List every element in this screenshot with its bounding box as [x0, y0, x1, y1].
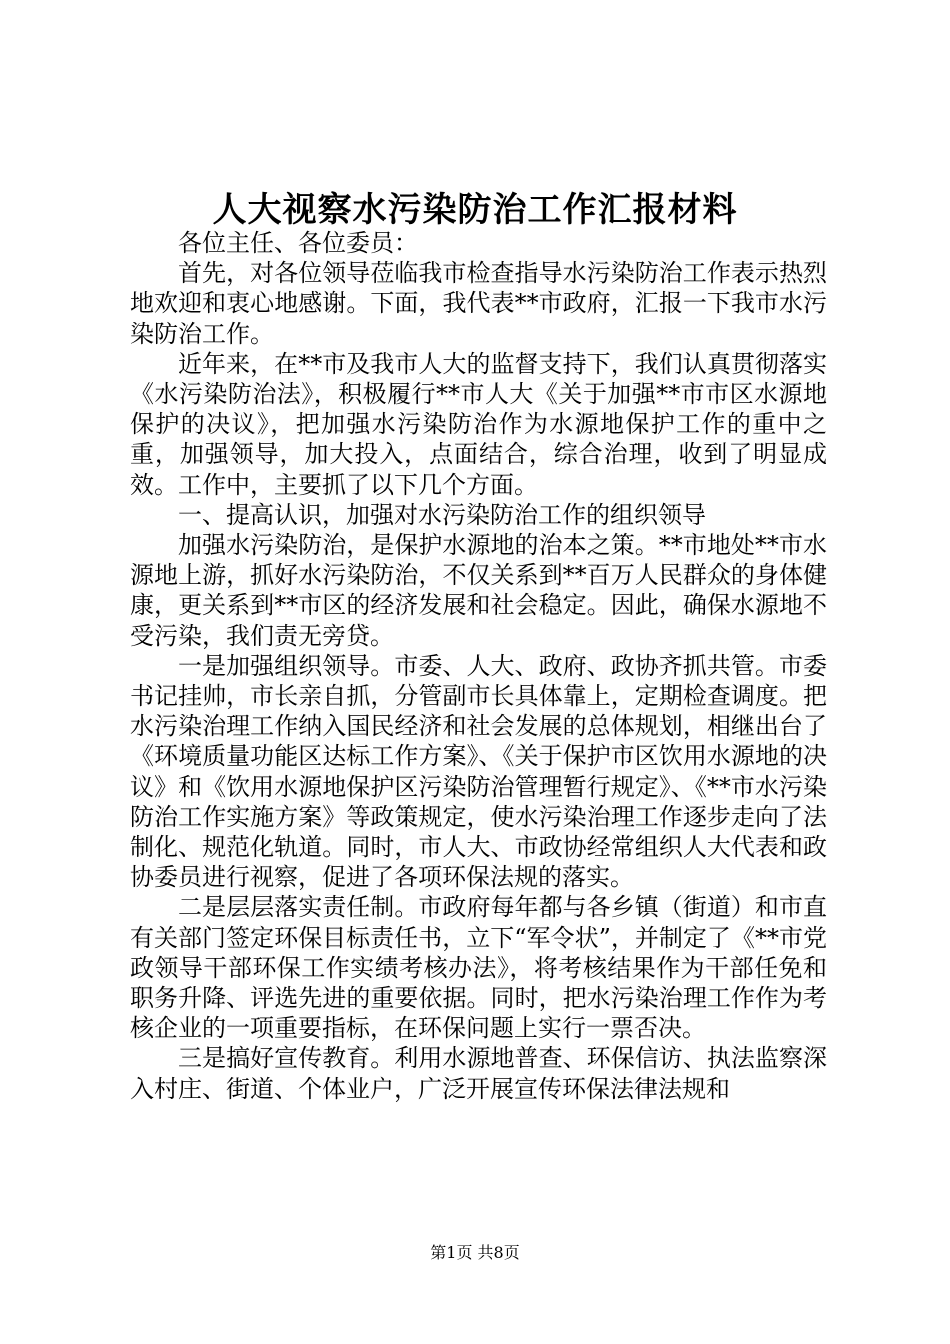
document-body	[130, 228, 827, 1104]
point-3-paragraph: 三是搞好宣传教育。利用水源地普查、环保信访、执法监察深入村庄、街道、个体业户，广泛开展宣传环保法律法规和	[130, 1044, 827, 1103]
section-1-intro-paragraph: 加强水污染防治，是保护水源地的治本之策。**市地处**市水源地上游，抓好水污染防治，不仅关系到**百万人民群众的身体健康，更关系到**市区的经济发展和社会稳定。因此，确保水源地不受污染，我们责无旁贷。	[130, 531, 827, 650]
document-title: 人大视察水污染防治工作汇报材料	[212, 190, 738, 230]
overview-paragraph: 近年来，在**市及我市人大的监督支持下，我们认真贯彻落实《水污染防治法》，积极履行**市人大《关于加强**市市区水源地保护的决议》，把加强水污染防治作为水源地保护工作的重中之重，加强领导，加大投入，点面结合，综合治理，收到了明显成效。工作中，主要抓了以下几个方面。	[130, 349, 827, 499]
point-1-paragraph: 一是加强组织领导。市委、人大、政府、政协齐抓共管。市委书记挂帅，市长亲自抓，分管副市长具体靠上，定期检查调度。把水污染治理工作纳入国民经济和社会发展的总体规划，相继出台了《环境质量功能区达标工作方案》、《关于保护市区饮用水源地的决议》和《饮用水源地保护区污染防治管理暂行规定》、《**市水污染防治工作实施方案》等政策规定，使水污染治理工作逐步走向了法制化、规范化轨道。同时，市人大、市政协经常组织人大代表和政协委员进行视察，促进了各项环保法规的落实。	[130, 651, 827, 892]
page-number-footer: 第1页 共8页	[430, 1243, 520, 1262]
salutation-paragraph: 各位主任、各位委员：	[178, 229, 418, 257]
point-2-paragraph: 二是层层落实责任制。市政府每年都与各乡镇（街道）和市直有关部门签定环保目标责任书，立下“军令状”，并制定了《**市党政领导干部环保工作实绩考核办法》，将考核结果作为干部任免和职务升降、评选先进的重要依据。同时，把水污染治理工作作为考核企业的一项重要指标，在环保问题上实行一票否决。	[130, 893, 827, 1043]
section-heading-1: 一、提高认识，加强对水污染防治工作的组织领导	[178, 500, 706, 529]
intro-paragraph: 首先，对各位领导莅临我市检查指导水污染防治工作表示热烈地欢迎和衷心地感谢。下面，我代表**市政府，汇报一下我市水污染防治工作。	[130, 259, 827, 348]
